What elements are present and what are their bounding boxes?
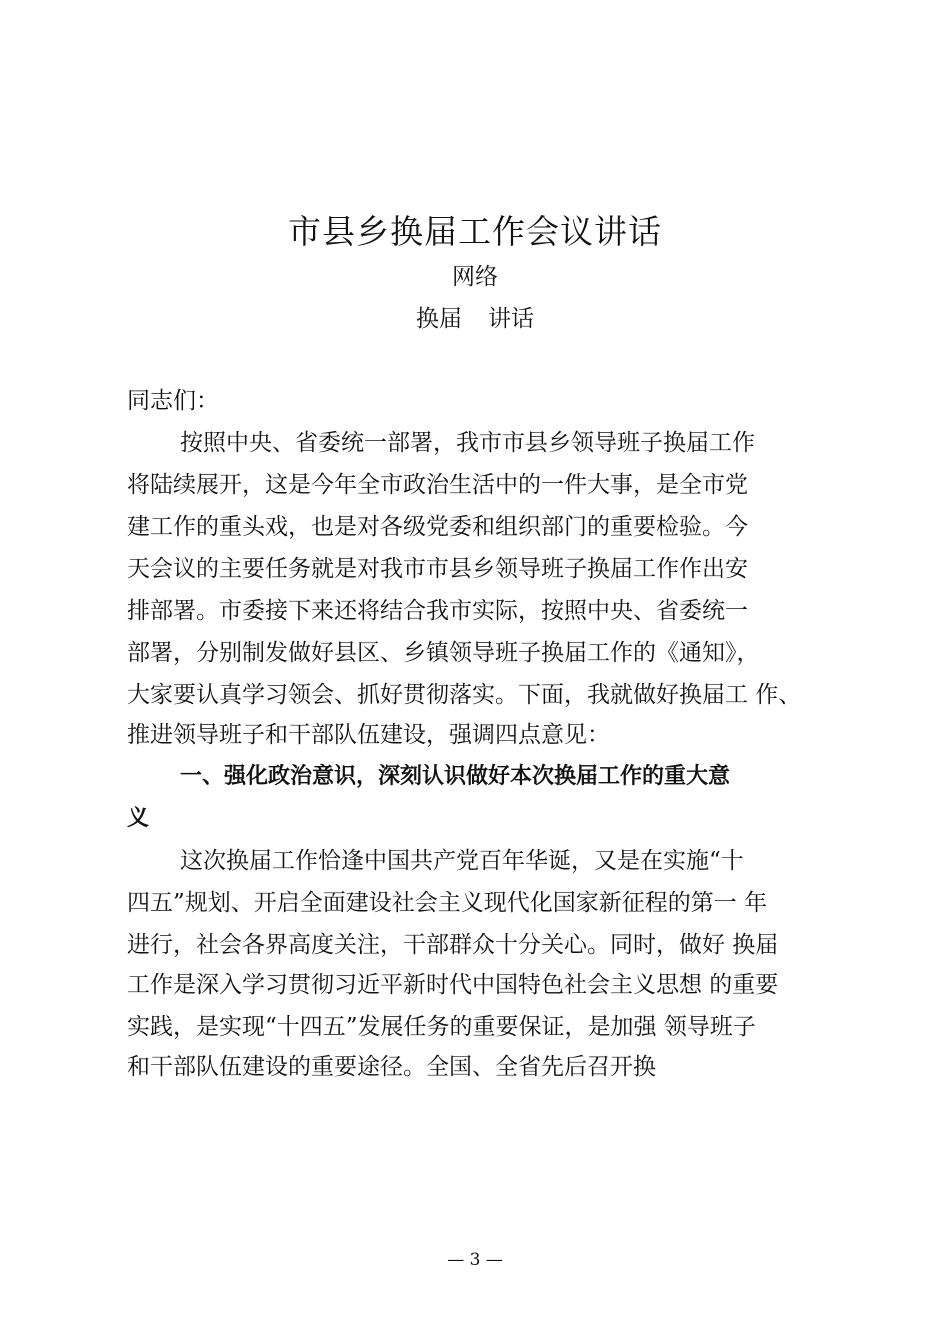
paragraph-line: 天会议的主要任务就是对我市市县乡领导班子换届工作作出安 xyxy=(127,556,748,582)
paragraph-line: 大家要认真学习领会、抓好贯彻落实。下面，我就做好换届工 作、 xyxy=(127,682,802,708)
paragraph-line: 工作是深入学习贯彻习近平新时代中国特色社会主义思想 的重要 xyxy=(127,972,779,998)
paragraph-line: 实践，是实现“十四五”发展任务的重要保证，是加强 领导班子 xyxy=(127,1014,756,1040)
paragraph-line: 推进领导班子和干部队伍建设，强调四点意见： xyxy=(127,722,610,748)
paragraph-line: 这次换届工作恰逢中国共产党百年华诞，又是在实施“十 xyxy=(180,848,744,874)
paragraph-line: 按照中央、省委统一部署，我市市县乡领导班子换届工作 xyxy=(180,430,755,456)
salutation: 同志们： xyxy=(127,388,219,414)
paragraph-line: 四五”规划、开启全面建设社会主义现代化国家新征程的第一 年 xyxy=(127,890,768,916)
paragraph-line: 排部署。市委接下来还将结合我市实际，按照中央、省委统一 xyxy=(127,598,748,624)
document-title: 市县乡换届工作会议讲话 xyxy=(288,212,662,251)
document-keywords xyxy=(0,304,950,334)
paragraph-line: 进行，社会各界高度关注，干部群众十分关心。同时，做好 换届 xyxy=(127,932,779,958)
paragraph-line: 部署，分别制发做好县区、乡镇领导班子换届工作的《通知》， xyxy=(127,640,760,666)
keyword: 换届 xyxy=(416,306,462,332)
paragraph-line: 建工作的重头戏，也是对各级党委和组织部门的重要检验。今 xyxy=(127,514,748,540)
section-heading: 义 xyxy=(127,806,150,831)
paragraph-line: 和干部队伍建设的重要途径。全国、全省先后召开换 xyxy=(127,1054,656,1080)
document-author: 网络 xyxy=(452,264,498,290)
keyword: 讲话 xyxy=(488,306,534,332)
section-heading: 一、强化政治意识，深刻认识做好本次换届工作的重大意 xyxy=(180,764,731,789)
page-number: — 3 — xyxy=(447,1250,503,1270)
paragraph-line: 将陆续展开，这是今年全市政治生活中的一件大事，是全市党 xyxy=(127,472,748,498)
